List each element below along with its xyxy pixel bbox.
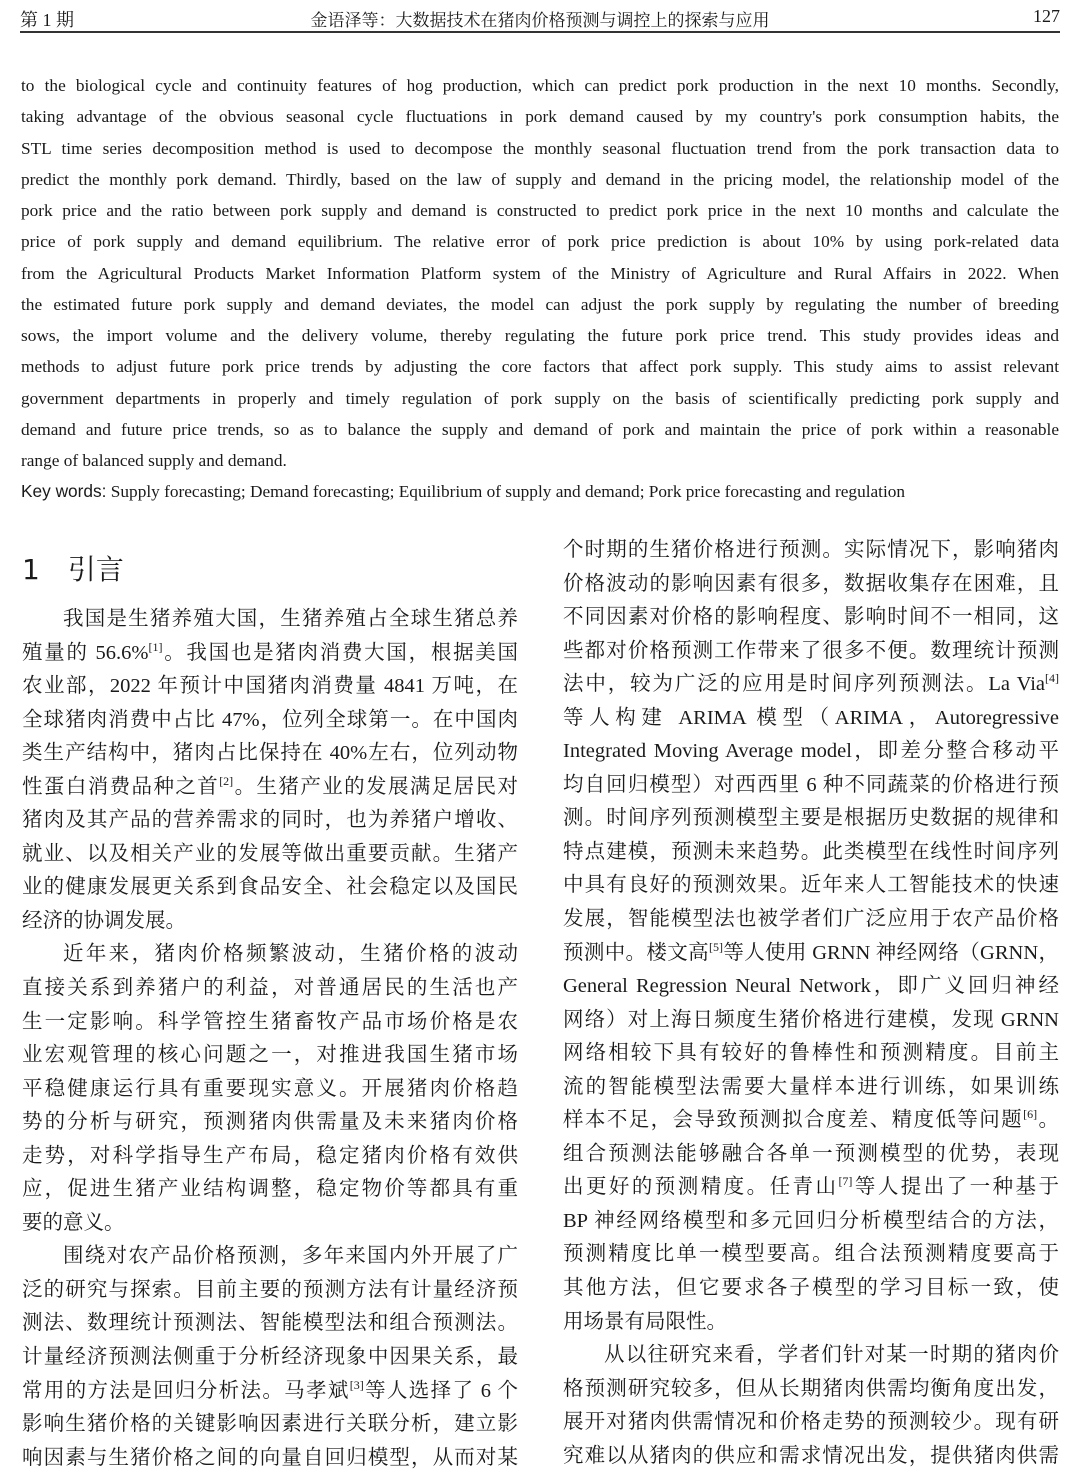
text-segment: 等人使用 GRNN 神经网络（GRNN， [722, 941, 1059, 964]
text-line [563, 1037, 1059, 1071]
text-segment: 究难以从猪肉的供应和需求情况出发，提供猪肉供需 [563, 1444, 1059, 1467]
text-line [563, 1272, 1059, 1306]
keywords-text: Supply forecasting; Demand forecasting; Equilibrium of supply and demand; Pork price forecasting and regulation [106, 482, 906, 502]
text-segment: 个时期的生猪价格进行预测。实际情况下，影响猪肉 [563, 539, 1059, 561]
text-segment: 。生猪产业的发展满足居民对 [233, 775, 518, 798]
text-line [22, 1240, 518, 1274]
text-segment: 业宏观管理的核心问题之一，对推进我国生猪市场 [22, 1044, 518, 1067]
text-segment: 应，促进生猪产业结构调整，稳定物价等都具有重 [22, 1178, 518, 1201]
text-line [563, 601, 1059, 635]
text-line [563, 1004, 1059, 1038]
text-segment: 展开对猪肉供需情况和价格走势的预测较少。现有研 [563, 1411, 1059, 1434]
text-segment: 流的智能模型法需要大量样本进行训练，如果训练 [563, 1075, 1059, 1098]
text-line [22, 1375, 518, 1409]
abstract-line: government departments in properly and timely regulation of pork supply on the basis of scientifically predicting pork supply and [21, 388, 1059, 408]
abstract-line: sows, the import volume and the delivery volume, thereby regulating the future pork price trend. This study provides ideas and [21, 326, 1059, 345]
text-line [563, 769, 1059, 803]
text-line [22, 704, 518, 738]
abstract-line: STL time series decomposition method is used to decompose the monthly seasonal fluctuation trend from the pork transaction data to [21, 138, 1059, 158]
citation-ref: [5] [708, 939, 723, 954]
abstract-line: predict the monthly pork demand. Thirdly, based on the law of supply and demand in the pricing model, the relationship model of the [21, 169, 1059, 189]
abstract [21, 70, 1059, 507]
text-line [563, 568, 1059, 602]
citation-ref: [2] [219, 773, 234, 788]
abstract-line: pork price and the ratio between pork supply and demand is constructed to predict pork price in the next 10 months and calculate the [21, 201, 1059, 220]
text-segment: 发展，智能模型法也被学者们广泛应用于农产品价格 [563, 908, 1059, 931]
text-segment: 泛的研究与探索。目前主要的预测方法有计量经济预 [22, 1278, 518, 1301]
text-segment: 均自回归模型）对西西里 6 种不同蔬菜的价格进行预 [563, 773, 1059, 796]
keywords [21, 476, 1059, 507]
text-segment: 性蛋白消费品种之首 [22, 775, 220, 798]
text-line [22, 1106, 518, 1140]
citation-ref: [3] [349, 1377, 364, 1392]
right-column [563, 534, 1059, 1473]
text-segment: BP 神经网络模型和多元回归分析模型结合的方法， [563, 1209, 1059, 1232]
text-segment: 直接关系到养猪户的利益，对普通居民的生活也产 [22, 977, 518, 1000]
text-line [563, 1104, 1059, 1138]
text-line [563, 903, 1059, 937]
text-line [563, 1205, 1059, 1239]
text-segment: 猪肉及其产品的营养需求的同时，也为养猪户增收、 [22, 809, 518, 832]
text-segment: 常用的方法是回归分析法。马孝斌 [22, 1379, 350, 1402]
text-segment: 平稳健康运行具有重要现实意义。开展猪肉价格趋 [22, 1077, 518, 1100]
text-segment: 预测中。楼文高 [563, 941, 709, 964]
text-segment: 近年来，猪肉价格频繁波动，生猪价格的波动 [63, 943, 518, 966]
text-segment: 等人构建 ARIMA 模型（ARIMA，Autoregressive [563, 706, 1059, 729]
text-line [563, 970, 1059, 1004]
text-line [22, 1207, 518, 1241]
header-rule [20, 31, 1060, 33]
text-segment: 特点建模，预测未来趋势。此类模型在线性时间序列 [563, 840, 1059, 863]
abstract-line: the estimated future pork supply and demand deviates, the model can adjust the pork supply by regulating the number of breeding [21, 294, 1059, 314]
text-segment: 其他方法，但它要求各子模型的学习目标一致，使 [563, 1277, 1059, 1300]
text-line [563, 937, 1059, 971]
text-segment: 我国是生猪养殖大国，生猪养殖占全球生猪总养 [63, 608, 518, 630]
text-segment: 测。时间序列预测模型主要是根据历史数据的规律和 [563, 807, 1059, 830]
text-line [22, 972, 518, 1006]
text-segment: 从以往研究来看，学者们针对某一时期的猪肉价 [604, 1344, 1059, 1367]
text-segment: 势的分析与研究，预测猪肉供需量及未来猪肉价格 [22, 1111, 518, 1134]
text-segment: General Regression Neural Network，即广义回归神经 [563, 975, 1059, 998]
text-segment: 出更好的预测精度。任青山 [563, 1176, 839, 1199]
running-title: 金语泽等：大数据技术在猪肉价格预测与调控上的探索与应用 [310, 11, 770, 31]
abstract-line: from the Agricultural Products Market Information Platform system of the Ministry of Agriculture and Rural Affairs in 2022. When [21, 263, 1059, 283]
text-segment: 业的健康发展更关系到食品安全、社会稳定以及国民 [22, 876, 518, 899]
text-line [22, 1341, 518, 1375]
text-line [563, 668, 1059, 702]
text-line [22, 1073, 518, 1107]
text-segment: 法中，较为广泛的应用是时间序列预测法。La Via [563, 673, 1045, 696]
text-line [22, 637, 518, 671]
abstract-line: price of pork supply and demand equilibrium. The relative error of pork price prediction is about 10% by using pork-related data [21, 232, 1059, 252]
section-heading [22, 548, 124, 588]
page-number: 127 [1033, 6, 1060, 26]
text-segment: 要的意义。 [22, 1211, 125, 1234]
abstract-line: demand and future price trends, so as to balance the supply and demand of pork and maintain the price of pork within a reasonable [21, 419, 1059, 439]
text-line [22, 1274, 518, 1308]
abstract-line: taking advantage of the obvious seasonal cycle fluctuations in pork demand caused by my country's pork consumption habits, the [21, 107, 1059, 127]
text-segment: 生一定影响。科学管控生猪畜牧产品市场价格是农 [22, 1010, 518, 1033]
left-column [22, 603, 518, 1475]
text-line [563, 836, 1059, 870]
text-segment: 。 [1037, 1109, 1059, 1132]
text-line [22, 871, 518, 905]
text-segment: 全球猪肉消费中占比 47%，位列全球第一。在中国肉 [22, 708, 518, 731]
text-segment: 走势，对科学指导生产布局，稳定猪肉价格有效供 [22, 1144, 518, 1167]
citation-ref: [4] [1045, 671, 1059, 686]
abstract-line: range of balanced supply and demand. [21, 451, 287, 470]
text-line [563, 534, 1059, 568]
text-segment: 预测精度比单一模型要高。组合法预测精度要高于 [563, 1243, 1059, 1266]
text-line [563, 1138, 1059, 1172]
text-line [563, 735, 1059, 769]
keywords-label: Key words: [21, 481, 107, 502]
running-header [20, 4, 1060, 30]
text-line [563, 1071, 1059, 1105]
text-line [22, 1408, 518, 1442]
text-segment: 类生产结构中，猪肉占比保持在 40%左右，位列动物 [22, 742, 518, 765]
text-segment: 中具有良好的预测效果。近年来人工智能技术的快速 [563, 874, 1059, 897]
text-line [22, 1173, 518, 1207]
text-segment: 。我国也是猪肉消费大国，根据美国 [162, 641, 518, 664]
text-line [563, 1306, 1059, 1340]
text-segment: 经济的协调发展。 [22, 909, 186, 932]
text-segment: 围绕对农产品价格预测，多年来国内外开展了广 [63, 1245, 518, 1268]
text-line [22, 771, 518, 805]
text-line [22, 603, 518, 637]
text-segment: 用场景有局限性。 [563, 1310, 727, 1333]
text-line [563, 1406, 1059, 1440]
text-line [563, 869, 1059, 903]
text-segment: 测法、数理统计预测法、智能模型法和组合预测法。 [22, 1312, 518, 1335]
text-line [563, 1373, 1059, 1407]
text-segment: 等人选择了 6 个 [363, 1379, 518, 1402]
section-title: 引言 [67, 553, 124, 586]
text-line [22, 1006, 518, 1040]
text-segment: 组合预测法能够融合各单一预测模型的优势，表现 [563, 1142, 1059, 1165]
text-line [563, 1238, 1059, 1272]
text-line [22, 1307, 518, 1341]
abstract-line: to the biological cycle and continuity features of hog production, which can predict pork production in the next 10 months. Secondly, [21, 76, 1059, 95]
text-line [563, 1339, 1059, 1373]
text-line [22, 804, 518, 838]
text-segment: Integrated Moving Average model，即差分整合移动平 [563, 740, 1059, 763]
text-segment: 格预测研究较多，但从长期猪肉供需均衡角度出发， [563, 1377, 1059, 1400]
text-line [22, 905, 518, 939]
text-segment: 农业部，2022 年预计中国猪肉消费量 4841 万吨，在 [22, 675, 518, 698]
text-line [563, 1440, 1059, 1474]
text-line [563, 802, 1059, 836]
text-segment: 影响生猪价格的关键影响因素进行关联分析，建立影 [22, 1413, 518, 1436]
section-number: 1 [22, 553, 40, 586]
text-segment: 网络）对上海日频度生猪价格进行建模，发现 GRNN [563, 1008, 1059, 1031]
text-line [22, 1442, 518, 1475]
text-line [563, 635, 1059, 669]
citation-ref: [7] [838, 1174, 853, 1189]
citation-ref: [1] [148, 639, 163, 654]
text-line [563, 1171, 1059, 1205]
text-segment: 些都对价格预测工作带来了很多不便。数理统计预测 [563, 639, 1059, 662]
text-segment: 就业、以及相关产业的发展等做出重要贡献。生猪产 [22, 842, 518, 865]
text-line [22, 838, 518, 872]
text-segment: 响因素与生猪价格之间的向量自回归模型，从而对某 [22, 1446, 518, 1469]
text-segment: 价格波动的影响因素有很多，数据收集存在困难，且 [563, 572, 1059, 595]
text-segment: 网络相较下具有较好的鲁棒性和预测精度。目前主 [563, 1042, 1059, 1065]
text-line [22, 737, 518, 771]
text-segment: 计量经济预测法侧重于分析经济现象中因果关系，最 [22, 1346, 518, 1369]
text-line [22, 938, 518, 972]
abstract-line: methods to adjust future pork price trends by adjusting the core factors that affect pork supply. This study aims to assist relevant [21, 357, 1059, 377]
text-line [563, 702, 1059, 736]
text-segment: 样本不足，会导致预测拟合度差、精度低等问题 [563, 1109, 1024, 1132]
text-line [22, 670, 518, 704]
citation-ref: [6] [1023, 1107, 1038, 1122]
issue-number: 第 1 期 [20, 10, 74, 30]
text-segment: 殖量的 56.6% [22, 641, 149, 664]
text-line [22, 1039, 518, 1073]
text-segment: 不同因素对价格的影响程度、影响时间不一相同，这 [563, 606, 1059, 629]
text-line [22, 1140, 518, 1174]
text-segment: 等人提出了一种基于 [852, 1176, 1059, 1199]
